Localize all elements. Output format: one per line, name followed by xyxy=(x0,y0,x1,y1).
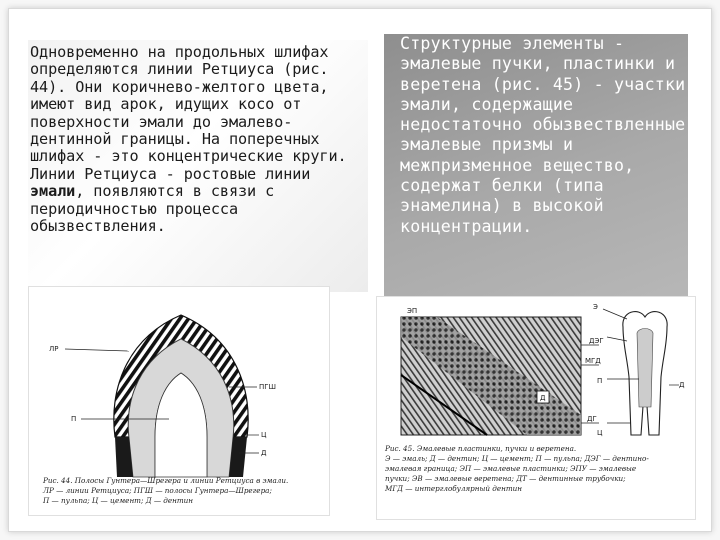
label-dg: ДГ xyxy=(587,415,597,423)
figure-45-drawing xyxy=(377,297,695,519)
caption-line-1: Рис. 44. Полосы Гунтера—Шрегера и линии Ретциуса в эмали. xyxy=(43,476,289,485)
figure-45 xyxy=(376,296,696,520)
caption-line-2: ЛР — линии Ретциуса; ПГШ — полосы Гунтера—Шрегера; xyxy=(43,486,272,495)
label-d-box: Д xyxy=(540,394,546,402)
label-p: П xyxy=(71,415,77,423)
label-d: Д xyxy=(261,449,267,457)
label-lr: ЛР xyxy=(49,345,59,353)
left-text-block xyxy=(28,40,368,292)
caption-line-3: П — пульпа; Ц — цемент; Д — дентин xyxy=(43,496,194,505)
caption-line-1: Рис. 45. Эмалевые пластинки, пучки и веретена. xyxy=(385,444,577,453)
caption-line-2: Э — эмаль; Д — дентин; Ц — цемент; П — пульпа; ДЭГ — дентино- xyxy=(385,454,649,463)
figure-44 xyxy=(28,286,330,516)
label-dzhg: ДЭГ xyxy=(589,337,604,345)
label-mgd: МГД xyxy=(585,357,601,365)
left-paragraph-end: , появляются в связи с периодичностью процесса обызвествления. xyxy=(30,182,275,236)
right-paragraph: Структурные элементы - эмалевые пучки, пластинки и веретена (рис. 45) - участки эмали, содержащие недостаточно обызвествленные эмалевые призмы и межпризменное вещество, содержат белки (типа энамелина) в высокой концентрации. xyxy=(400,34,686,236)
tooth-pulp xyxy=(637,329,653,408)
label-p: П xyxy=(597,377,603,385)
label-e: Э xyxy=(593,303,598,311)
figure-44-drawing xyxy=(29,287,329,515)
label-ts: Ц xyxy=(261,431,267,439)
label-pgsh: ПГШ xyxy=(259,383,277,391)
caption-line-3: эмалевая граница; ЭП — эмалевые пластинки; ЭПУ — эмалевые xyxy=(385,464,637,473)
caption-line-4: пучки; ЭВ — эмалевые веретена; ДТ — дентинные трубочки; xyxy=(385,474,626,483)
left-paragraph-bold-term: эмали xyxy=(30,182,76,201)
label-d: Д xyxy=(679,381,685,389)
label-ts: Ц xyxy=(597,429,603,437)
right-text-block xyxy=(384,34,688,298)
left-paragraph-start: Одновременно на продольных шлифах определяются линии Ретциуса (рис. 44). Они коричнево-желтого цвета, имеют вид арок, идущих косо от поверхности эмали до эмалево-дентинной границы. На поперечных шлифах - это концентрические круги. Линии Ретциуса - ростовые линии xyxy=(30,43,347,183)
left-paragraph xyxy=(28,40,368,235)
label-ep: ЭП xyxy=(407,307,418,315)
caption-line-5: МГД — интерглобулярный дентин xyxy=(385,484,523,493)
